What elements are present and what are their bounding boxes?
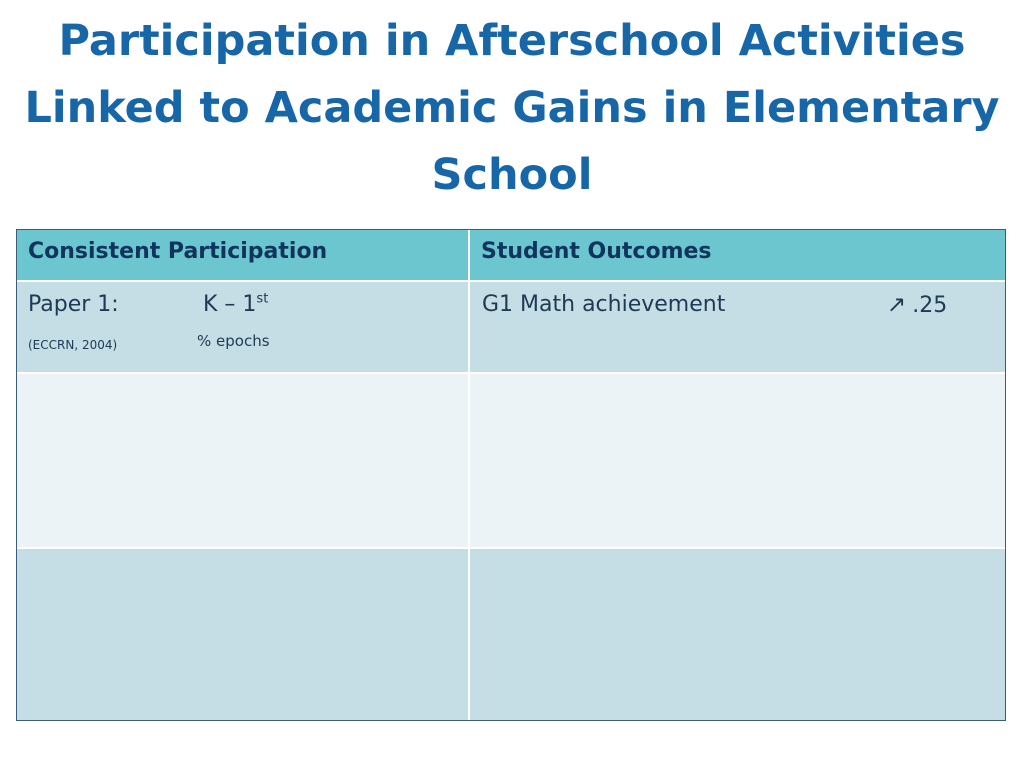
table-header-row (17, 230, 1005, 280)
grade-range-base: K – 1 (203, 292, 257, 317)
grade-range (203, 292, 268, 317)
slide-title (10, 8, 1014, 209)
grade-range-superscript: st (256, 291, 269, 307)
arrow-up-right-icon: ↗ (887, 292, 907, 318)
header-cell-outcomes (470, 230, 1005, 280)
header-participation: Consistent Participation (28, 239, 328, 264)
header-outcomes: Student Outcomes (481, 239, 712, 264)
empty-cell (17, 374, 468, 547)
empty-cell (470, 374, 1005, 547)
outcome-label: G1 Math achievement (482, 292, 726, 317)
citation: (ECCRN, 2004) (28, 338, 118, 352)
table-row (17, 549, 1005, 721)
title-line-2: Linked to Academic Gains in Elementary (24, 83, 1000, 133)
paper-label: Paper 1: (28, 292, 119, 317)
effect-size (887, 292, 947, 318)
empty-cell (17, 549, 468, 721)
header-cell-participation (17, 230, 468, 280)
participation-cell (17, 282, 468, 372)
outcome-cell (470, 282, 1005, 372)
title-line-3: School (431, 150, 593, 200)
measure-label: % epochs (197, 332, 270, 350)
results-table (16, 229, 1006, 721)
title-line-1: Participation in Afterschool Activities (58, 16, 966, 66)
empty-cell (470, 549, 1005, 721)
table-row (17, 282, 1005, 372)
table-row (17, 374, 1005, 547)
effect-value: .25 (912, 293, 948, 318)
